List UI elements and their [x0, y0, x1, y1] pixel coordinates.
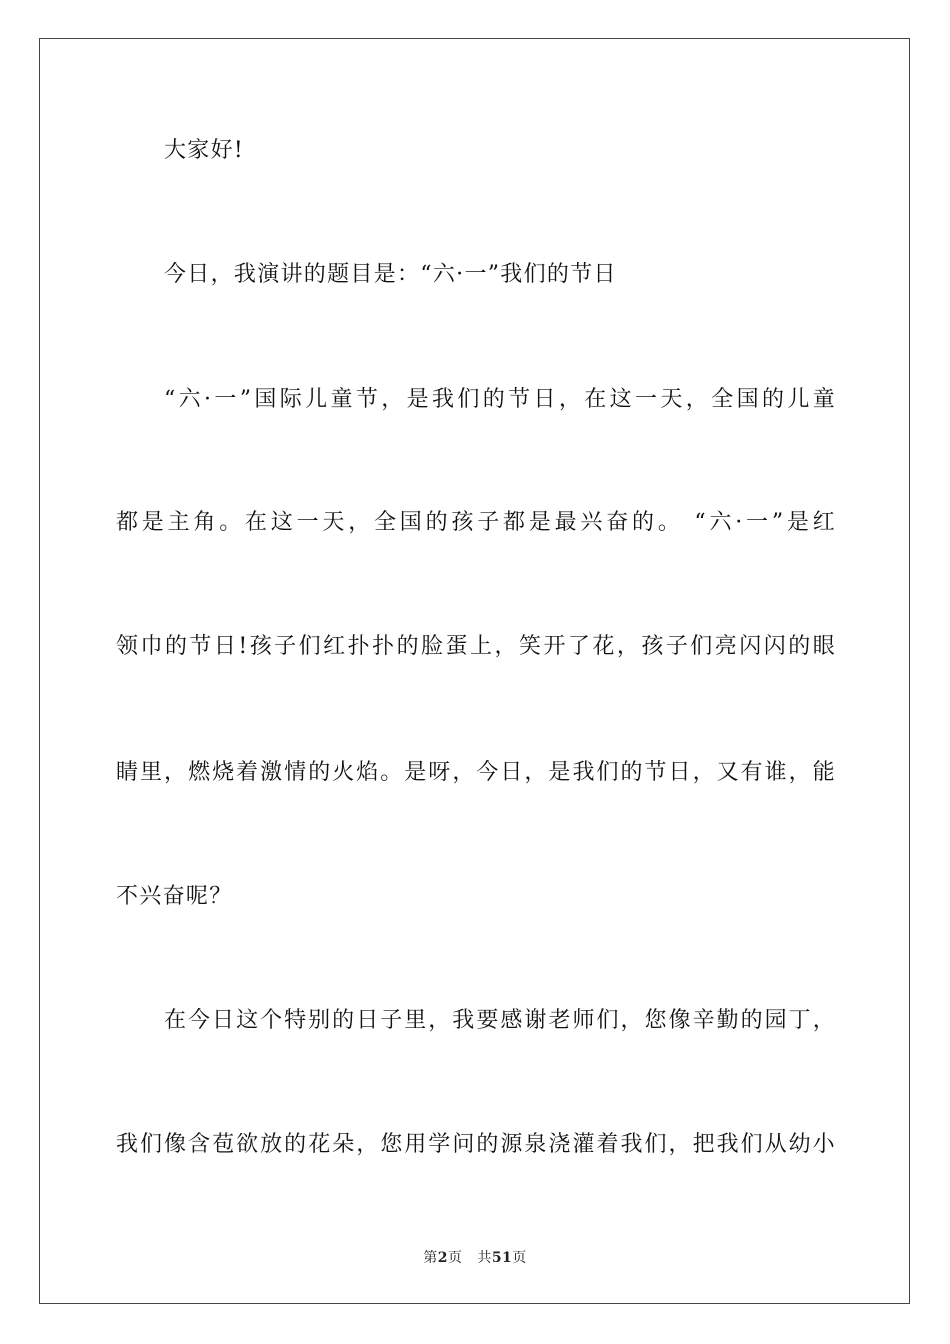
- page-unit: 页: [447, 1250, 463, 1266]
- page-prefix: 第: [423, 1250, 438, 1266]
- page-number: 2: [437, 1250, 448, 1266]
- paragraph-line: 领巾的节日!孩子们红扑扑的脸蛋上，笑开了花，孩子们亮闪闪的眼: [116, 634, 836, 659]
- paragraph-line: 睛里，燃烧着激情的火焰。是呀，今日，是我们的节日，又有谁，能: [116, 760, 836, 785]
- paragraph-line: 我们像含苞欲放的花朵，您用学问的源泉浇灌着我们，把我们从幼小: [116, 1132, 836, 1157]
- speech-title-line: 今日，我演讲的题目是：“六·一”我们的节日: [164, 262, 617, 287]
- greeting-line: 大家好!: [164, 138, 245, 163]
- paragraph-line: “六·一”国际儿童节，是我们的节日，在这一天，全国的儿童: [164, 387, 836, 412]
- paragraph-line: 在今日这个特别的日子里，我要感谢老师们，您像辛勤的园丁，: [164, 1008, 836, 1033]
- total-pages: 51: [491, 1250, 513, 1266]
- paragraph-line: 不兴奋呢？: [116, 884, 233, 909]
- paragraph-line: 都是主角。在这一天，全国的孩子都是最兴奋的。 “六·一”是红: [116, 510, 836, 535]
- total-unit: 页: [512, 1250, 527, 1266]
- page-footer: [0, 1247, 950, 1267]
- page-border: [39, 38, 910, 1304]
- total-prefix: 共: [477, 1250, 492, 1266]
